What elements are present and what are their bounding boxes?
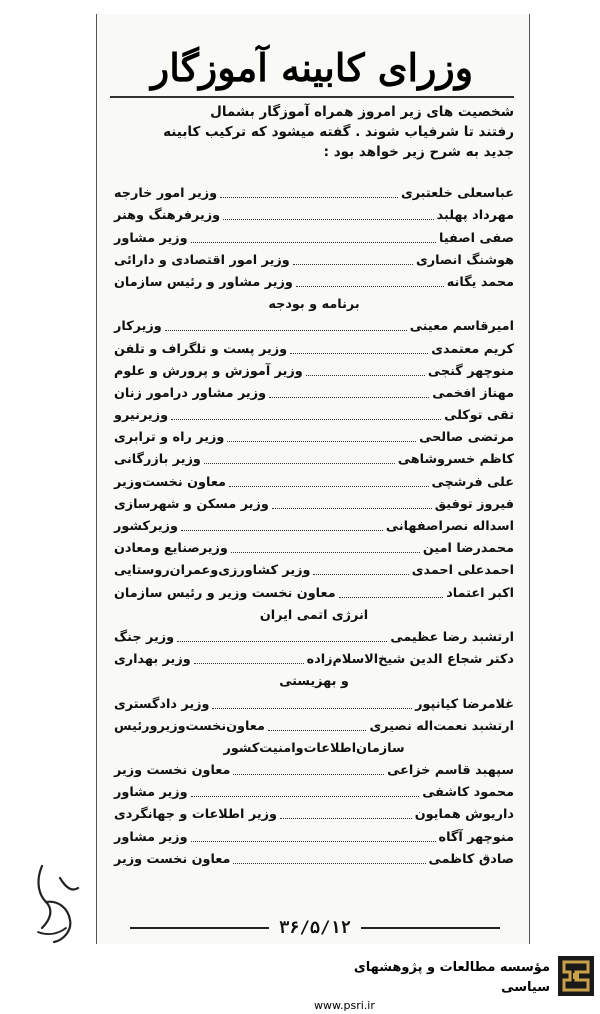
dot-leader (272, 508, 432, 509)
cabinet-row (114, 335, 514, 357)
cabinet-list (114, 180, 514, 868)
role-continuation: برنامه و بودجه (268, 297, 360, 313)
dot-leader (220, 197, 398, 198)
minister-role: وزیرکار (114, 319, 162, 335)
minister-role: وزیر امور خارجه (114, 186, 218, 202)
cabinet-row (114, 779, 514, 801)
minister-role: معاون نخست وزیر (114, 763, 231, 779)
cabinet-row (114, 491, 514, 513)
minister-name: صفی اصفیا (439, 230, 514, 246)
minister-name: اکبر اعتماد (446, 585, 514, 601)
headline: وزرای کابینه آموزگار (150, 45, 474, 90)
dot-leader (231, 552, 420, 553)
cabinet-row (114, 358, 514, 380)
dot-leader (227, 441, 416, 442)
minister-role: وزیر بازرگانی (114, 452, 201, 468)
dot-leader (194, 663, 304, 664)
minister-name: امیرقاسم معینی (409, 319, 514, 335)
cabinet-row (114, 180, 514, 202)
dateline (130, 918, 500, 938)
role-continuation: انرژی اتمی ایران (259, 607, 369, 623)
dot-leader (229, 486, 429, 487)
cabinet-row (114, 624, 514, 646)
dateline-rule (361, 927, 500, 929)
minister-role: وزیر بهداری (114, 652, 191, 668)
minister-role: وزیر پست و تلگراف و تلفن (114, 341, 288, 357)
minister-role: وزیر جنگ (114, 629, 175, 645)
dot-leader (233, 774, 384, 775)
minister-name: دکتر شجاع الدین شیخ‌الاسلام‌زاده (306, 652, 514, 668)
dot-leader (191, 796, 420, 797)
cabinet-row (114, 313, 514, 335)
minister-role: وزیرکشور (114, 519, 178, 534)
cabinet-row (114, 424, 514, 446)
cabinet-row (114, 801, 514, 823)
minister-role: وزیر مسکن و شهرسازی (114, 496, 269, 512)
minister-name: علی فرشچی (431, 474, 514, 490)
intro-line: رفتند تا شرفیاب شوند . گفته میشود که ترکیب کابینه (163, 124, 514, 140)
minister-role: وزیرفرهنگ وهنر (114, 208, 221, 224)
minister-name: اسداله نصراصفهانی (385, 519, 514, 534)
cabinet-row (114, 247, 514, 269)
minister-role: وزیر امور اقتصادی و دارائی (114, 252, 290, 268)
dot-leader (268, 730, 367, 731)
footer-watermark (310, 958, 550, 1012)
signature-scribble (28, 858, 88, 948)
dateline-rule (130, 927, 269, 929)
minister-name: احمدعلی احمدی (411, 563, 514, 579)
cabinet-row-continuation (114, 291, 514, 313)
dot-leader (293, 264, 413, 265)
dot-leader (296, 286, 444, 287)
intro-line: جدید به شرح زیر خواهد بود : (323, 144, 514, 160)
minister-name: منوچهر آگاه (438, 829, 514, 845)
institute-url: www.psri.ir (314, 999, 375, 1012)
minister-name: سپهبد قاسم خزاعی (387, 763, 514, 779)
cabinet-row-continuation (114, 602, 514, 624)
minister-role: وزیر دادگستری (114, 696, 210, 712)
cabinet-row-continuation (114, 735, 514, 757)
minister-name: محمود کاشفی (422, 785, 514, 801)
minister-name: منوچهر گنجی (427, 363, 514, 379)
cabinet-row (114, 202, 514, 224)
cabinet-row (114, 846, 514, 868)
minister-role: وزیر آموزش و پرورش و علوم (114, 363, 303, 379)
minister-role: وزیر مشاور درامور زنان (114, 385, 267, 401)
dot-leader (269, 397, 429, 398)
cabinet-row (114, 269, 514, 291)
minister-name: مهرداد پهلبد (436, 208, 514, 224)
cabinet-row (114, 557, 514, 579)
dot-leader (177, 641, 387, 642)
minister-name: تقی توکلی (444, 408, 514, 424)
minister-role: وزیرصنایع ومعادن (114, 541, 228, 557)
minister-name: کریم معتمدی (431, 341, 514, 357)
minister-name: محمد یگانه (446, 274, 514, 290)
cabinet-row-continuation (114, 668, 514, 690)
headline-divider (110, 96, 514, 98)
minister-name: مهناز افخمی (432, 385, 514, 401)
minister-name: غلامرضا کیانپور (415, 696, 514, 712)
dot-leader (181, 530, 383, 531)
cabinet-row (114, 690, 514, 712)
dot-leader (171, 419, 441, 420)
minister-name: محمدرضا امین (422, 541, 514, 557)
role-continuation: سازمان‌اطلاعات‌وامنیت‌کشور (223, 740, 405, 756)
role-continuation: و بهزیستی (279, 674, 349, 690)
dot-leader (290, 353, 428, 354)
cabinet-row (114, 513, 514, 535)
cabinet-row (114, 468, 514, 490)
minister-name: ارتشبد نعمت‌اله نصیری (369, 718, 514, 734)
minister-name: مرتضی صالحی (419, 430, 514, 446)
minister-role: معاون نخست وزیر و رئیس سازمان (114, 585, 336, 601)
minister-name: داریوش همایون (414, 807, 514, 823)
dot-leader (306, 375, 425, 376)
minister-role: وزیر مشاور (114, 785, 188, 801)
minister-role: معاون نخست‌وزیر (114, 474, 226, 490)
cabinet-row (114, 402, 514, 424)
cabinet-row (114, 224, 514, 246)
cabinet-row (114, 823, 514, 845)
cabinet-row (114, 713, 514, 735)
dot-leader (280, 818, 412, 819)
dot-leader (339, 597, 444, 598)
cabinet-row (114, 646, 514, 668)
minister-name: هوشنگ انصاری (416, 252, 514, 268)
dot-leader (191, 841, 436, 842)
minister-name: فیروز توفیق (434, 496, 514, 512)
institute-logo-icon (556, 954, 596, 998)
dot-leader (165, 330, 407, 331)
dot-leader (191, 242, 436, 243)
dot-leader (223, 219, 434, 220)
minister-role: معاون‌نخست‌وزیرورئیس (114, 718, 265, 734)
minister-name: صادق کاظمی (428, 851, 514, 867)
cabinet-row (114, 757, 514, 779)
cabinet-row (114, 446, 514, 468)
intro-line: شخصیت های زیر امروز همراه آموزگار بشمال (210, 104, 514, 120)
minister-name: عباسعلی خلعتبری (400, 186, 514, 202)
minister-name: کاظم خسروشاهی (397, 452, 514, 468)
minister-role: وزیر مشاور (114, 829, 188, 845)
date-stamp: ۳۶/۵/۱۲ (279, 918, 351, 938)
dot-leader (233, 863, 425, 864)
minister-role: وزیرنیرو (114, 408, 169, 424)
cabinet-row (114, 380, 514, 402)
dot-leader (212, 708, 412, 709)
minister-role: معاون نخست وزیر (114, 851, 231, 867)
minister-role: وزیر اطلاعات و جهانگردی (114, 807, 277, 823)
minister-role: وزیر راه و ترابری (114, 430, 225, 446)
cabinet-row (114, 535, 514, 557)
institute-name: مؤسسه مطالعات و پژوهشهای سیاسی (353, 960, 550, 995)
minister-name: ارتشبد رضا عظیمی (390, 629, 514, 645)
dot-leader (313, 574, 408, 575)
cabinet-row (114, 579, 514, 601)
minister-role: وزیر مشاور (114, 230, 188, 246)
minister-role: وزیر مشاور و رئیس سازمان (114, 274, 293, 290)
minister-role: وزیر کشاورزی‌وعمران‌روستایی (114, 563, 311, 579)
intro-paragraph (112, 102, 514, 162)
dot-leader (204, 463, 395, 464)
